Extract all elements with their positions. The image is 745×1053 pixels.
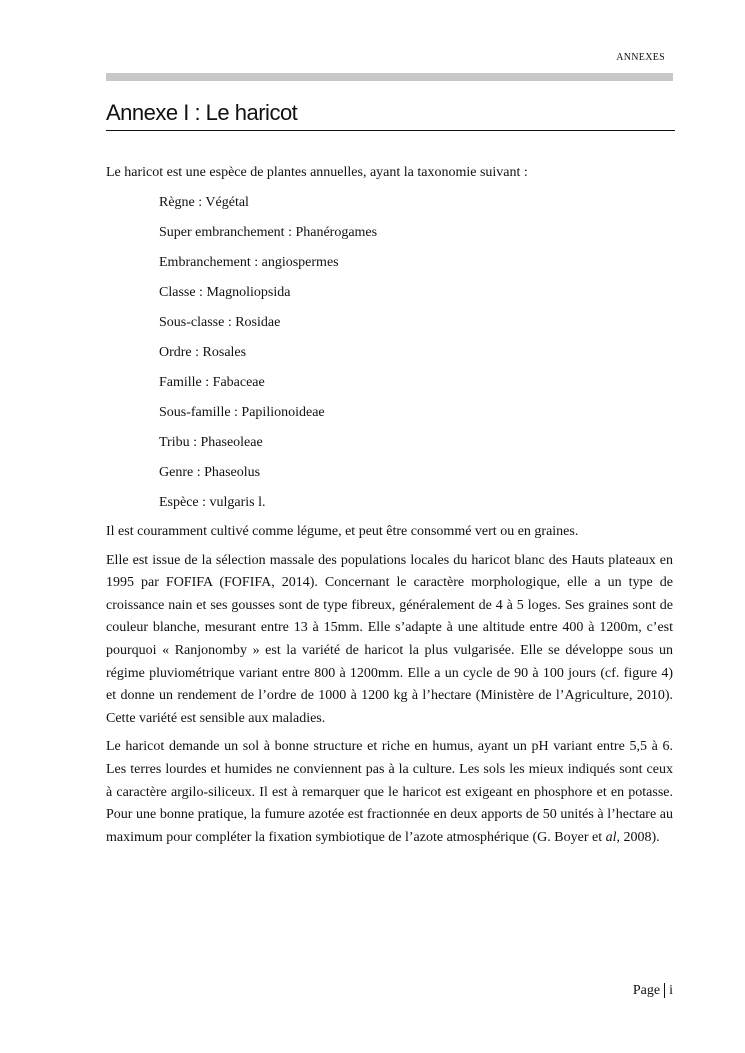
taxonomy-item: Sous-classe : Rosidae [159,315,281,330]
taxonomy-list [159,193,673,513]
intro-paragraph: Le haricot est une espèce de plantes annuelles, ayant la taxonomie suivant : [106,165,528,180]
taxonomy-item: Règne : Végétal [159,195,249,210]
page-label: Page [632,983,661,998]
paragraph-variety: Elle est issue de la sélection massale des populations locales du haricot blanc des Hauts plateaux en 1995 par FOFIFA (FOFIFA, 2014). Concernant le caractère morphologique, elle a un type de croissance nain et ses gousses sont de type fibreux, généralement de 4 à 5 loges. Ses graines sont de couleur blanche, mesurant entre 13 à 15mm. Elle s’adapte à une altitude entre 400 à 1200m, c’est pourquoi « Ranjonomby » est la variété de haricot la plus vulgarisée. Elle se développe sous un régime pluviométrique variant entre 800 à 1200mm. Elle a un cycle de 90 à 100 jours (cf. figure 4) et donne un rendement de l’ordre de 1000 à 1200 kg à l’hectare (Ministère de l’Agriculture, 2010). Cette variété est sensible aux maladies. [106,552,673,726]
header-rule [106,73,673,81]
taxonomy-item: Ordre : Rosales [159,345,247,360]
page-footer [633,983,673,999]
taxonomy-item: Super embranchement : Phanérogames [159,225,378,240]
taxonomy-item: Espèce : vulgaris l. [159,495,266,510]
taxonomy-item: Embranchement : angiospermes [159,255,339,270]
paragraph-soil [106,736,673,849]
paragraph-soil-text: Le haricot demande un sol à bonne structure et riche en humus, ayant un pH variant entre 5,5 à 6. Les terres lourdes et humides ne conviennent pas à la culture. Les sols les mieux indiqués sont ceux à caractère argilo-siliceux. Il est à remarquer que le haricot est exigeant en phosphore et en potasse. Pour une bonne pratique, la fumure azotée est fractionnée en deux apports de 50 unités à l’hectare au maximum pour compléter la fixation symbiotique de l’azote atmosphérique (G. Boyer et [106,739,673,845]
taxonomy-item: Sous-famille : Papilionoideae [159,405,325,420]
page-number: i [669,983,673,998]
page-title: Annexe I : Le haricot [106,98,675,131]
citation-italic: al [605,829,617,845]
taxonomy-item: Genre : Phaseolus [159,465,261,480]
taxonomy-item: Famille : Fabaceae [159,375,265,390]
document-body [106,163,673,855]
taxonomy-item: Classe : Magnoliopsida [159,285,291,300]
footer-separator [664,983,665,998]
paragraph-cultivation: Il est couramment cultivé comme légume, et peut être consommé vert ou en graines. [106,524,579,539]
taxonomy-item: Tribu : Phaseoleae [159,435,263,450]
header-section-label: ANNEXES [616,52,665,63]
citation-end: , 2008). [616,829,660,845]
